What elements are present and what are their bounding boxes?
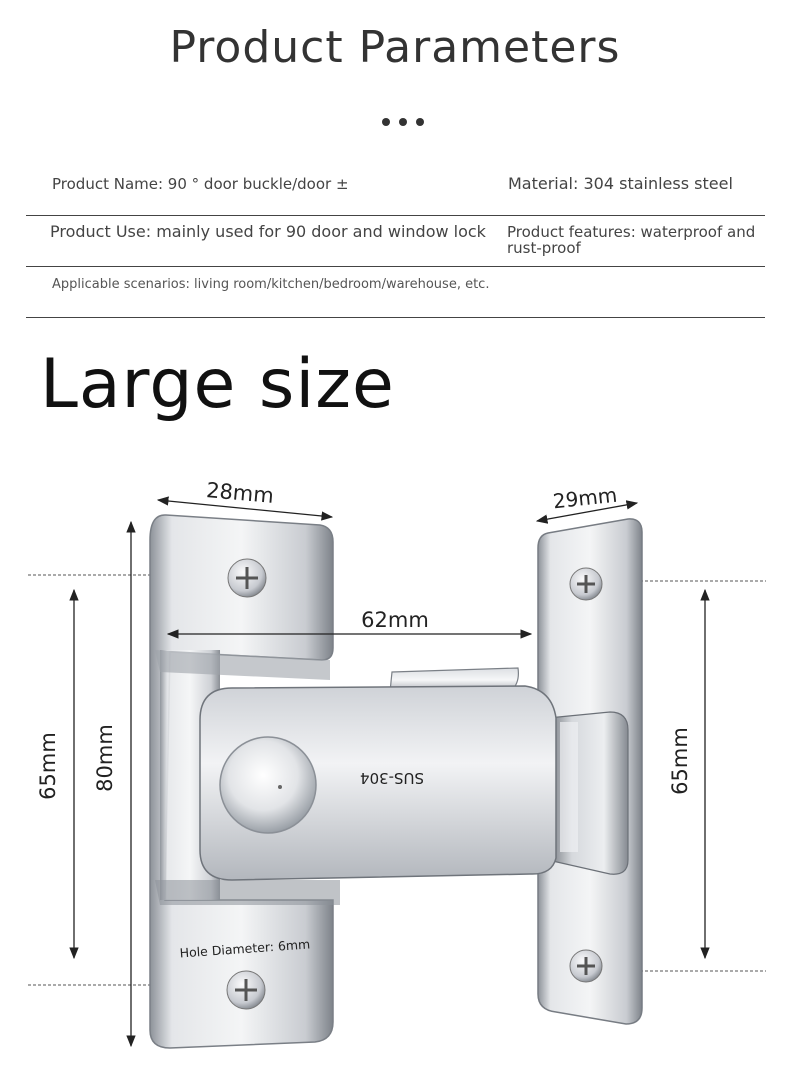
dim-label-height: 80mm <box>93 724 117 792</box>
dim-label-hole-left: 65mm <box>36 732 60 800</box>
page-title: Product Parameters <box>169 22 621 73</box>
dim-label-span: 62mm <box>361 608 429 632</box>
screw-icon <box>227 971 265 1009</box>
param-features-line2: rust-proof <box>507 239 581 257</box>
knob <box>220 737 316 833</box>
param-material: Material: 304 stainless steel <box>508 174 733 193</box>
dim-label-width-right: 29mm <box>551 482 619 514</box>
screw-icon <box>570 568 602 600</box>
dim-label-width-left: 28mm <box>205 478 275 508</box>
latch-arm <box>200 686 556 880</box>
param-product-name: Product Name: 90 ° door buckle/door ± <box>52 175 349 193</box>
keeper <box>548 712 628 874</box>
screw-icon <box>228 559 266 597</box>
hole-diameter-label: Hole Diameter: 6mm <box>179 936 311 961</box>
param-features-line1: Product features: waterproof and <box>507 223 756 241</box>
param-scenarios: Applicable scenarios: living room/kitchen/bedroom/warehouse, etc. <box>52 277 490 292</box>
param-product-use: Product Use: mainly used for 90 door and window lock <box>50 222 486 241</box>
dim-label-hole-right: 65mm <box>668 727 692 795</box>
stamp-label: SUS-304 <box>359 769 425 787</box>
section-title: Large size <box>40 345 395 424</box>
screw-icon <box>570 950 602 982</box>
